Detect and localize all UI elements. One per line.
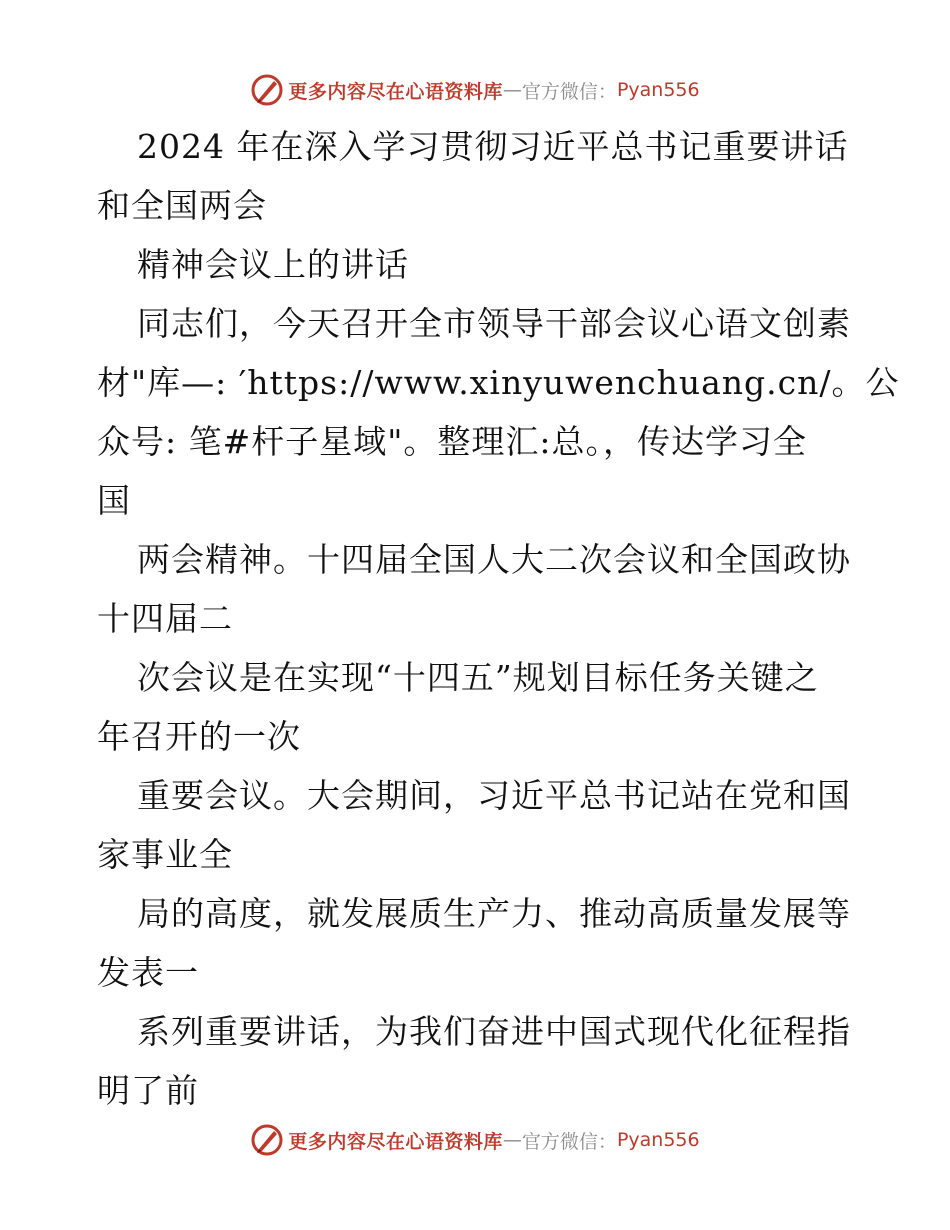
header-banner [0,70,950,110]
body-line: 十四届二 [97,599,233,638]
quill-logo-icon [250,73,284,107]
body-line: 2024 年在深入学习贯彻习近平总书记重要讲话 [137,127,849,166]
document-body [97,117,900,1120]
footer-banner-text: 更多内容尽在心语资料库 [288,1130,503,1153]
body-line: 明了前 [97,1071,199,1110]
body-line: 家事业全 [97,835,233,874]
body-line: 精神会议上的讲话 [137,245,409,284]
body-line: 发表一 [97,953,199,992]
body-line: 和全国两会 [97,186,267,225]
body-line: 重要会议。大会期间，习近平总书记站在党和国 [137,776,851,815]
footer-banner-id: Pyan556 [616,1129,700,1151]
header-banner-dash: — [502,79,522,101]
body-line: 局的高度，就发展质生产力、推动高质量发展等 [137,894,851,933]
footer-banner-dash: — [502,1129,522,1151]
header-banner-id: Pyan556 [616,79,700,101]
body-line: 众号: 笔#杆子星域"。整理汇:总。，传达学习全 [97,422,808,461]
body-line: 国 [97,481,131,520]
body-line: 材"库—: ′https://www.xinyuwenchuang.cn/。公 [97,363,900,402]
footer-banner [0,1120,950,1160]
body-line: 次会议是在实现“十四五”规划目标任务关键之 [137,658,819,697]
header-banner-contact: 官方微信： [521,80,617,103]
body-line: 系列重要讲话，为我们奋进中国式现代化征程指 [137,1012,851,1051]
body-line: 年召开的一次 [97,717,301,756]
header-banner-text: 更多内容尽在心语资料库 [288,80,503,103]
quill-logo-icon [250,1123,284,1157]
footer-banner-contact: 官方微信： [521,1130,617,1153]
body-line: 两会精神。十四届全国人大二次会议和全国政协 [137,540,851,579]
body-line: 同志们，今天召开全市领导干部会议心语文创素 [137,304,851,343]
